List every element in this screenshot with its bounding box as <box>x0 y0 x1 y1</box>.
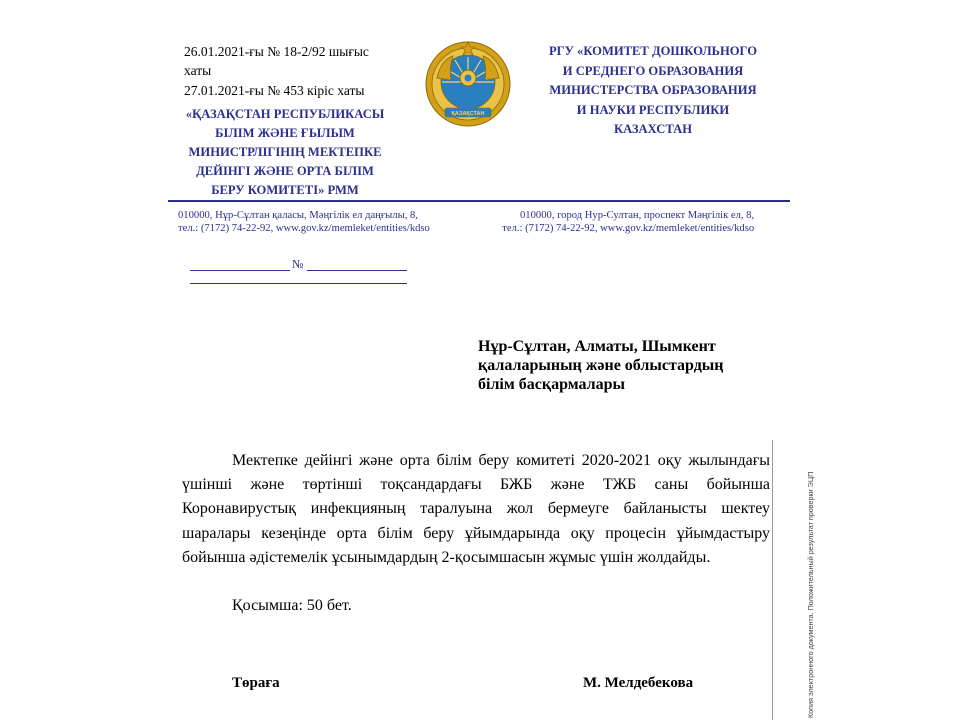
org-kz-line: МИНИСТРЛІГІНІҢ МЕКТЕПКЕ <box>188 145 382 159</box>
incoming-registration: 27.01.2021-ғы № 453 кіріс хаты <box>184 83 365 98</box>
outgoing-registration-line1: 26.01.2021-ғы № 18-2/92 шығыс <box>184 44 369 59</box>
blank-date-line <box>190 270 290 271</box>
header-divider <box>168 200 790 202</box>
attachment-note: Қосымша: 50 бет. <box>232 597 352 614</box>
blank-number-line <box>307 270 407 271</box>
address-ru-line1: 010000, город Нур-Султан, проспект Мәңгілік ел, 8, <box>520 210 755 221</box>
address-kazakh <box>178 209 430 235</box>
ecp-verification-stamp: Копия электронного документа. Положительный результат проверки ЭЦП <box>806 471 815 718</box>
blank-second-line <box>190 283 407 284</box>
addressee-block <box>478 337 778 394</box>
org-ru-line: МИНИСТЕРСТВА ОБРАЗОВАНИЯ <box>549 83 757 97</box>
org-kz-line: БІЛІМ ЖӘНЕ ҒЫЛЫМ <box>215 126 355 140</box>
org-ru-line: И НАУКИ РЕСПУБЛИКИ <box>576 102 730 117</box>
margin-divider <box>772 440 773 720</box>
addressee-line: білім басқармалары <box>478 376 626 393</box>
org-name-kazakh <box>176 105 394 200</box>
outgoing-registration-line2: хаты <box>184 63 212 78</box>
org-ru-line: КАЗАХСТАН <box>613 122 693 136</box>
org-kz-line: «ҚАЗАҚСТАН РЕСПУБЛИКАСЫ <box>185 107 385 121</box>
address-ru-line2: тел.: (7172) 74-22-92, www.gov.kz/memleket/entities/kdso <box>502 223 755 234</box>
org-kz-line: БЕРУ КОМИТЕТІ» РММ <box>211 183 359 197</box>
state-emblem-icon <box>423 38 513 128</box>
address-kz-line2: тел.: (7172) 74-22-92, www.gov.kz/memleket/entities/kdso <box>178 223 430 234</box>
blank-number-sign: № <box>292 257 304 271</box>
address-kz-line1: 010000, Нұр-Сұлтан қаласы, Мәңгілік ел даңғылы, 8, <box>178 210 418 221</box>
addressee-line: Нұр-Сұлтан, Алматы, Шымкент <box>478 338 716 355</box>
addressee-line: қалаларының және облыстардың <box>478 357 724 374</box>
org-ru-line: И СРЕДНЕГО ОБРАЗОВАНИЯ <box>562 63 744 78</box>
emblem-inscription: ҚАЗАҚСТАН <box>451 111 485 117</box>
org-name-russian <box>538 42 768 140</box>
signatory-role: Төраға <box>232 675 280 691</box>
letter-body: Мектепке дейінгі және орта білім беру комитеті 2020-2021 оқу жылындағы үшінші және төртінші тоқсандардағы БЖБ және ТЖБ саны бойынша Коронавирустық инфекцияның таралуына жол бермеуге байланысты шектеу шаралары кезеңінде орта білім беру ұйымдарында оқу процесін ұйымдастыру бойынша әдістемелік ұсынымдардың 2-қосымшасын жұмыс үшін жолдайды. <box>182 452 770 566</box>
org-kz-line: ДЕЙІНГІ ЖӘНЕ ОРТА БІЛІМ <box>196 164 374 178</box>
address-russian <box>498 209 754 235</box>
signatory-name: М. Мелдебекова <box>583 675 694 691</box>
org-ru-line: РГУ «КОМИТЕТ ДОШКОЛЬНОГО <box>548 44 758 58</box>
